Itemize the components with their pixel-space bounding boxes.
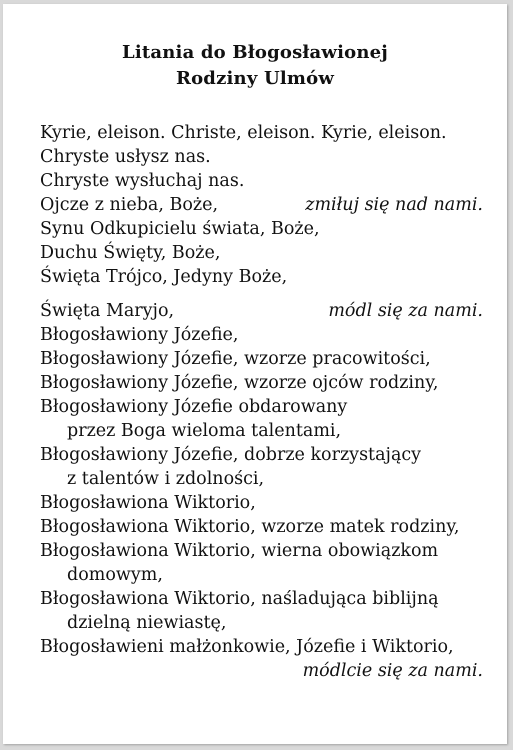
litany-line: [40, 323, 483, 347]
litany-line: [40, 265, 483, 289]
invocation-text: z talentów i zdolności,: [67, 469, 265, 489]
invocation-text: Błogosławiony Józefie, dobrze korzystający: [40, 445, 422, 465]
title-line-1: Litania do Błogosławionej: [121, 42, 389, 63]
invocation-text: Błogosławiony Józefie obdarowany: [40, 397, 348, 417]
litany-line: [40, 145, 483, 169]
litany-line-continued: [67, 419, 483, 443]
litany-line-continued: [67, 467, 483, 491]
litany-line: [40, 193, 483, 217]
invocation-text: Błogosławiony Józefie,: [40, 325, 239, 345]
litany-line: [40, 659, 483, 683]
invocation-text: Błogosławiona Wiktorio, wzorze matek rodziny,: [40, 517, 460, 537]
invocation-text: Chryste wysłuchaj nas.: [40, 171, 245, 191]
litany-line: [40, 443, 483, 467]
invocation-text: Święta Maryjo,: [40, 301, 175, 321]
litany-line: [40, 539, 483, 563]
invocation-text: Święta Trójco, Jedyny Boże,: [40, 267, 288, 287]
litany-line: [40, 347, 483, 371]
invocation-text: Kyrie, eleison. Christe, eleison. Kyrie, eleison.: [40, 123, 447, 143]
litany-line: [40, 169, 483, 193]
litany-line: [40, 635, 483, 659]
invocation-text: Błogosławiona Wiktorio, wierna obowiązkom: [40, 541, 439, 561]
litany-line: [40, 587, 483, 611]
invocation-text: dzielną niewiastę,: [67, 613, 227, 633]
litany-line: [40, 217, 483, 241]
invocation-text: Synu Odkupicielu świata, Boże,: [40, 219, 320, 239]
litany-line: [40, 241, 483, 265]
response-text: zmiłuj się nad nami.: [305, 195, 483, 215]
invocation-text: Błogosławiony Józefie, wzorze pracowitości,: [40, 349, 431, 369]
invocation-text: domowym,: [67, 565, 163, 585]
invocation-text: Chryste usłysz nas.: [40, 147, 211, 167]
litany-line: [40, 491, 483, 515]
invocation-text: przez Boga wieloma talentami,: [67, 421, 342, 441]
litany-line: [40, 371, 483, 395]
invocation-text: Błogosławiony Józefie, wzorze ojców rodziny,: [40, 373, 439, 393]
litany-line: [40, 121, 483, 145]
response-text: módl się za nami.: [328, 301, 483, 321]
litany-page: [3, 4, 507, 744]
invocation-text: Błogosławieni małżonkowie, Józefie i Wiktorio,: [40, 637, 454, 657]
litany-line: [40, 299, 483, 323]
litany-line: [40, 395, 483, 419]
litany-line: [40, 515, 483, 539]
title-line-2: Rodziny Ulmów: [175, 68, 335, 89]
litany-line-continued: [67, 611, 483, 635]
invocation-text: Błogosławiona Wiktorio,: [40, 493, 256, 513]
invocation-text: Duchu Święty, Boże,: [40, 243, 221, 263]
litany-line-continued: [67, 563, 483, 587]
response-text: módlcie się za nami.: [302, 661, 483, 681]
invocation-text: Błogosławiona Wiktorio, naśladująca biblijną: [40, 589, 439, 609]
invocation-text: Ojcze z nieba, Boże,: [40, 195, 219, 215]
